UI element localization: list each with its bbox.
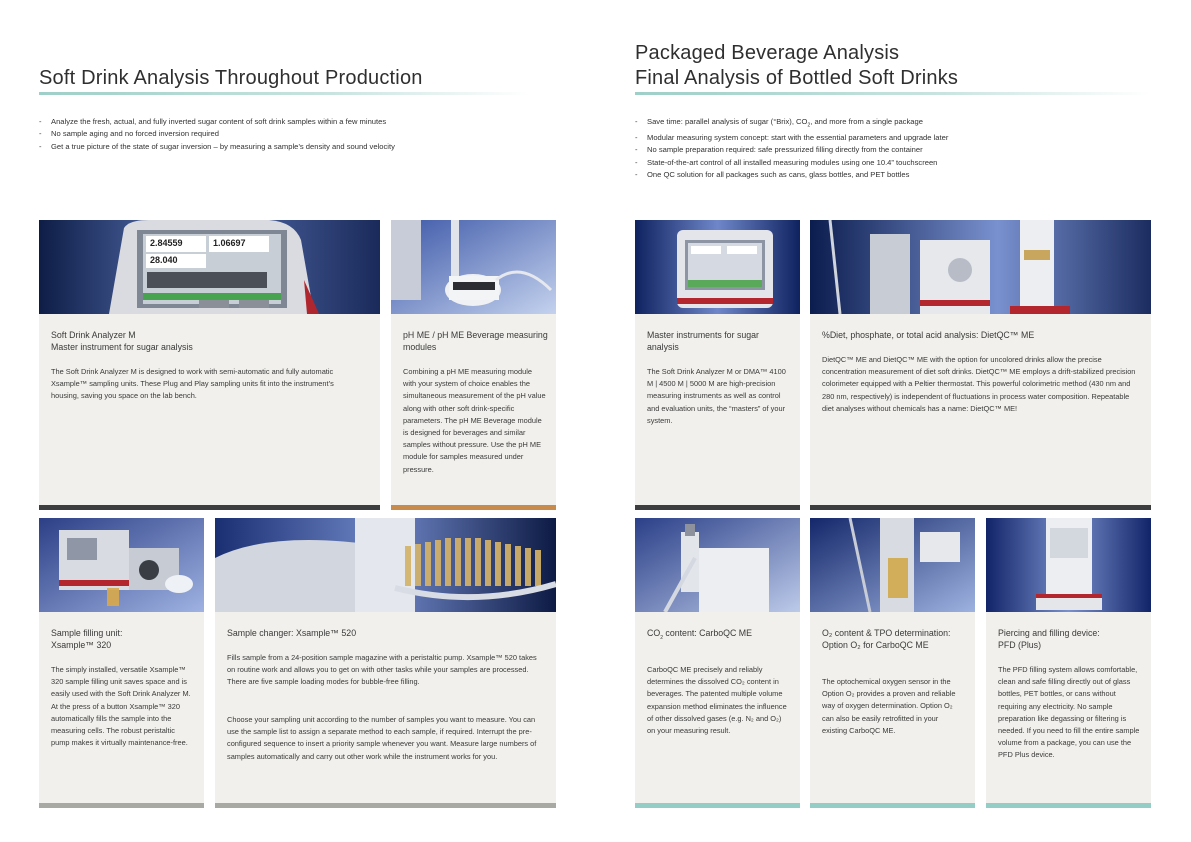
screen-value-1: 2.84559 xyxy=(150,238,183,248)
card-accent-bar xyxy=(635,803,800,808)
card-master-instruments xyxy=(635,220,800,510)
card-body: CarboQC ME precisely and reliably determines the dissolved CO₂ content in beverages. The patented multiple volume expansion method eliminates the influence of other dissolved gases (e.g. N₂ and O₂) on your measuring result. xyxy=(647,665,787,736)
card-accent-bar xyxy=(810,803,975,808)
card-title: $CO_2$ content: CarboQC ME xyxy=(647,628,752,641)
card-body: The PFD filling system allows comfortable, clean and safe filling directly out of glass bottles, PET bottles, or cans without requiring any electricity. No sample preparation like degassing or filtering is needed. If you need to fill the entire sample volume from a package, you can use the PFD Plus device. xyxy=(998,665,1140,760)
left-bullet: - No sample aging and no forced inversion required xyxy=(39,128,395,140)
card-accent-bar xyxy=(986,803,1151,808)
card-body: DietQC™ ME and DietQC™ ME with the option for uncolored drinks allow the precise concentration measurement of diet soft drinks. DietQC™ ME employs a drift-stabilized precision colorimeter equipped with a Peltier thermostat. This powerful colorimetric method (430 nm and 280 nm, respectively) is independent of fluctuations in process water composition. Repeatable diet analyses without chemicals has a name: DietQC™ ME! xyxy=(822,355,1136,413)
right-bullet: - Modular measuring system concept: start with the essential parameters and upgrade later xyxy=(635,132,948,144)
left-bullet: - Get a true picture of the state of sugar inversion – by measuring a sample’s density and sound velocity xyxy=(39,141,395,153)
card-pfd xyxy=(986,518,1151,808)
card-title: Master instruments for sugar analysis xyxy=(647,330,759,352)
right-bullet-list xyxy=(635,116,948,182)
card-accent-bar xyxy=(391,505,556,510)
ph-module-photo xyxy=(391,220,556,314)
card-body: The Soft Drink Analyzer M or DMA™ 4100 M | 4500 M | 5000 M are high-precision measuring instruments as well as control and evaluation units, the “masters” of your system. xyxy=(647,367,786,425)
screen-value-2: 1.06697 xyxy=(213,238,246,248)
pfd-photo xyxy=(986,518,1151,612)
right-bullet: - No sample preparation required: safe pressurized filling directly from the container xyxy=(635,144,948,156)
right-page-heading-line2: Final Analysis of Bottled Soft Drinks xyxy=(635,67,959,89)
option-o2-photo xyxy=(810,518,975,612)
card-soft-drink-analyzer xyxy=(39,220,380,510)
card-title: pH ME / pH ME Beverage measuring modules xyxy=(403,330,548,352)
card-title: Soft Drink Analyzer M Master instrument for sugar analysis xyxy=(51,330,193,352)
card-body-2: Choose your sampling unit according to the number of samples you want to measure. You can use the sample list to assign a separate method to each sample, if required. Interrupt the pre-configured sequence to insert a priority sample whenever you want. Measure large numbers of samples automatically and carry out other work while the instrument works for you. xyxy=(227,715,537,761)
left-bullet-list xyxy=(39,116,395,153)
card-body: The Soft Drink Analyzer M is designed to work with semi-automatic and fully automatic Xsample™ sampling units. These Plug and Play sampling units fit into the instrument’s housing, saving you space on the lab bench. xyxy=(51,367,334,401)
card-title: O₂ content & TPO determination: Option O₂ for CarboQC ME xyxy=(822,628,951,650)
xsample-520-photo xyxy=(215,518,556,612)
left-heading-rule xyxy=(39,92,529,95)
card-accent-bar xyxy=(39,803,204,808)
card-carboqc-me xyxy=(635,518,800,808)
left-page-heading: Soft Drink Analysis Throughout Production xyxy=(39,67,423,89)
right-heading-rule xyxy=(635,92,1150,95)
card-body: The optochemical oxygen sensor in the Option O₂ provides a proven and reliable way of oxygen determination. Option O₂ can also be easily retrofitted in your existing CarboQC ME. xyxy=(822,677,956,735)
right-bullet: - State-of-the-art control of all installed measuring modules using one 10.4” touchscreen xyxy=(635,157,948,169)
card-title: Sample filling unit: Xsample™ 320 xyxy=(51,628,123,650)
card-xsample-520 xyxy=(215,518,556,808)
card-xsample-320 xyxy=(39,518,204,808)
card-body: The simply installed, versatile Xsample™ 320 sample filling unit saves space and is easily used with the Soft Drink Analyzer M. At the press of a button Xsample™ 320 automatically fills the sample into the measuring cells. The robust peristaltic pump makes it virtually maintenance-free. xyxy=(51,665,191,748)
card-accent-bar xyxy=(215,803,556,808)
dietqc-photo xyxy=(810,220,1151,314)
screen-value-3: 28.040 xyxy=(150,255,178,265)
card-accent-bar xyxy=(39,505,380,510)
card-accent-bar xyxy=(635,505,800,510)
card-title: Sample changer: Xsample™ 520 xyxy=(227,628,357,638)
card-dietqc-me xyxy=(810,220,1151,510)
carboqc-photo xyxy=(635,518,800,612)
left-bullet: - Analyze the fresh, actual, and fully inverted sugar content of soft drink samples within a few minutes xyxy=(39,116,395,128)
master-instrument-photo xyxy=(635,220,800,314)
card-title: %Diet, phosphate, or total acid analysis: DietQC™ ME xyxy=(822,330,1035,340)
card-body: Fills sample from a 24-position sample magazine with a peristaltic pump. Xsample™ 520 takes on routine work and allows you to get on with other tasks while your samples are processed. There are five sample loading modes for bubble-free filling. xyxy=(227,653,537,687)
card-accent-bar xyxy=(810,505,1151,510)
soft-drink-analyzer-photo xyxy=(39,220,380,314)
card-body: Combining a pH ME measuring module with your system of choice enables the simultaneous measurement of the pH value along with other soft drink-specific parameters. The pH ME Beverage module is designed for beverages and similar samples without pressure. Use the pH ME module for samples measured under pressure. xyxy=(403,367,546,474)
right-page-heading-line1: Packaged Beverage Analysis xyxy=(635,42,900,64)
card-title: Piercing and filling device: PFD (Plus) xyxy=(998,628,1100,650)
card-ph-me xyxy=(391,220,556,510)
right-bullet: - One QC solution for all packages such as cans, glass bottles, and PET bottles xyxy=(635,169,948,181)
xsample-320-photo xyxy=(39,518,204,612)
card-option-o2 xyxy=(810,518,975,808)
right-bullet: - Save time: parallel analysis of sugar (°Brix), $CO_2$, and more from a single package xyxy=(635,116,948,132)
